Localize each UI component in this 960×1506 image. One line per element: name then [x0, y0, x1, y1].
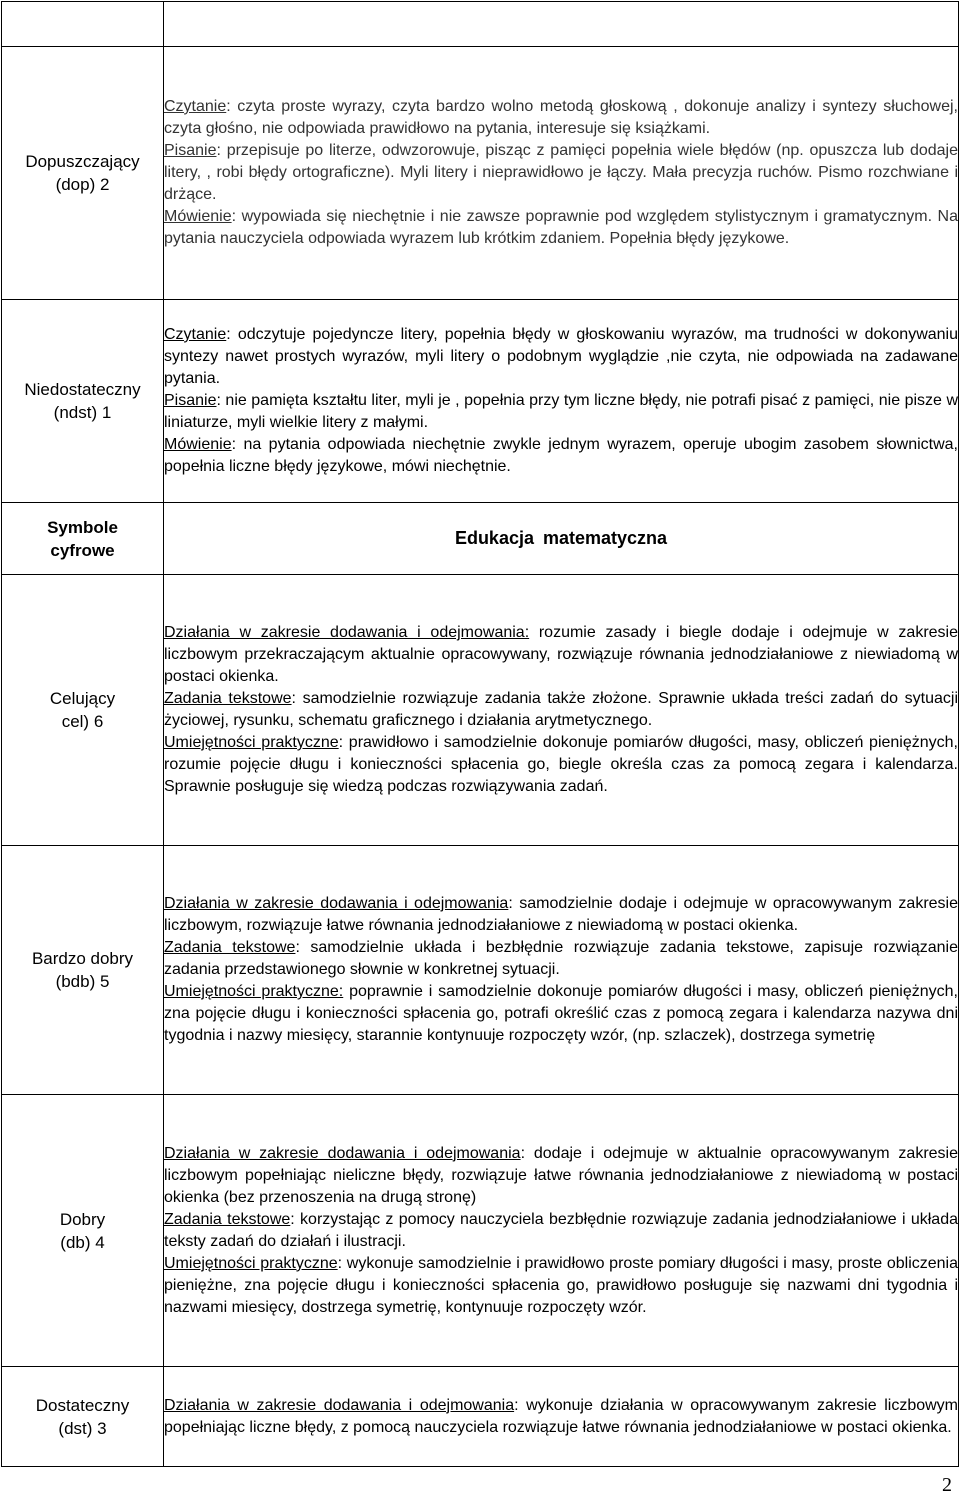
criteria-paragraph	[164, 688, 958, 732]
criteria-text: : przepisuje po literze, odwzorowuje, pisząc z pamięci popełnia wiele błędów (np. opuszcza lub dodaje litery, , robi błędy ortograficzne). Myli litery i nieprawidłowo je łączy. Mała precyzja ruchów. Pismo rozchwiane i drżące.	[164, 142, 958, 203]
criteria-text: : prawidłowo i samodzielnie dokonuje pomiarów długości, masy, obliczeń pieniężnych, rozumie pojęcie długu i konieczności spłacenia go, biegle określa czas za pomocą zegara i kalendarza. Sprawnie posługuje się wiedzą podczas rozwiązywania zadań.	[164, 734, 958, 795]
table-row	[2, 1367, 959, 1467]
criteria-paragraph	[164, 937, 958, 981]
criteria-heading: Pisanie	[164, 392, 217, 409]
grade-label-cell	[2, 300, 164, 503]
criteria-paragraph	[164, 324, 958, 390]
criteria-text: : wypowiada się niechętnie i nie zawsze poprawnie pod względem stylistycznym i gramatycznym. Na pytania nauczyciela odpowiada wyrazem lub krótkim zdaniem. Popełnia błędy językowe.	[164, 208, 958, 247]
grade-code: (dst) 3	[58, 1418, 107, 1438]
criteria-heading: Umiejętności praktyczne:	[164, 983, 344, 1000]
grade-code: (dop) 2	[55, 175, 110, 194]
criteria-paragraph	[164, 1253, 958, 1319]
criteria-text: : wykonuje działania w opracowywanym zakresie liczbowym popełniając liczne błędy, z pomocą nauczyciela rozwiązuje łatwe równania jednodziałaniowe w postaci okienka.	[164, 1396, 958, 1436]
grade-label-cell	[2, 846, 164, 1095]
criteria-heading: Mówienie	[164, 436, 232, 453]
criteria-heading: Mówienie	[164, 208, 232, 225]
grade-label-cell	[2, 47, 164, 300]
criteria-heading: Działania w zakresie dodawania i odejmowania	[164, 1396, 515, 1414]
table-row	[2, 846, 959, 1095]
grade-name: Dobry	[59, 1209, 106, 1229]
criteria-cell	[164, 300, 959, 503]
header-label: Symbole	[47, 517, 118, 537]
criteria-paragraph	[164, 622, 958, 688]
criteria-cell	[164, 846, 959, 1095]
criteria-paragraph	[164, 390, 958, 434]
grade-name: Bardzo dobry	[31, 949, 134, 968]
header-label-cell	[2, 503, 164, 575]
criteria-heading: Umiejętności praktyczne	[164, 1254, 338, 1272]
criteria-heading: Działania w zakresie dodawania i odejmowania	[164, 895, 509, 912]
grade-label-cell	[2, 575, 164, 846]
table-row	[2, 1095, 959, 1367]
grade-code: (db) 4	[60, 1232, 105, 1252]
criteria-text: : na pytania odpowiada niechętnie zwykle jednym wyrazem, operuje ubogim zasobem słownictwa, popełnia liczne błędy językowe, mówi niechętnie.	[164, 436, 958, 475]
criteria-text: poprawnie i samodzielnie dokonuje pomiarów długości i masy, obliczeń pieniężnych, zna pojęcie długu i konieczności spłacenia go, potrafi określić czas z pomocą zegara i kalendarza nazywa dni tygodnia i nazwy miesięcy, starannie kontynuuje rozpoczęty wzór, (np. szlaczek), dostrzega symetrię	[164, 983, 958, 1044]
criteria-paragraph	[164, 1395, 958, 1439]
table-header-row	[2, 503, 959, 575]
criteria-paragraph	[164, 981, 958, 1047]
criteria-cell	[164, 2, 959, 47]
grade-name: Dopuszczający	[25, 152, 140, 171]
criteria-text: : samodzielnie dodaje i odejmuje w opracowywanym zakresie liczbowym, rozwiązuje łatwe równania jednodziałaniowe z niewiadomą w postaci okienka.	[164, 895, 959, 934]
criteria-cell	[164, 1367, 959, 1467]
criteria-paragraph	[164, 732, 958, 798]
criteria-text: : dodaje i odejmuje w aktualnie opracowywanym zakresie liczbowym popełniając nieliczne błędy, rozwiązuje łatwe równania jednodziałaniowe z niewiadomą w postaci okienka (bez przenoszenia na drugą stronę)	[164, 1144, 958, 1206]
page-number: 2	[942, 1474, 952, 1496]
section-title: Edukacja matematyczna	[164, 503, 959, 575]
criteria-text: rozumie zasady i biegle dodaje i odejmuje w zakresie liczbowym przekraczającym aktualnie opracowywany, rozwiązuje równania jednodziałaniowe z niewiadomą w postaci okienka.	[164, 624, 958, 685]
criteria-paragraph	[164, 893, 958, 937]
grade-code: (ndst) 1	[53, 403, 112, 422]
criteria-cell	[164, 1095, 959, 1367]
grade-name: Celujący	[49, 689, 116, 708]
criteria-heading: Pisanie	[164, 142, 217, 159]
table-row	[2, 2, 959, 47]
criteria-text: : odczytuje pojedyncze litery, popełnia błędy w głoskowaniu wyrazów, ma trudności w dokonywaniu syntezy nawet prostych wyrazów, myli litery o podobnym wyglądzie ,nie czyta, nie odpowiada na zadawane pytania.	[164, 326, 958, 387]
criteria-heading: Zadania tekstowe	[164, 1210, 291, 1228]
criteria-text: : nie pamięta kształtu liter, myli je , popełnia przy tym liczne błędy, nie potrafi pisać z pamięci, nie pisze w liniaturze, myli wielkie litery z małymi.	[164, 392, 958, 431]
grade-name: Niedostateczny	[24, 380, 141, 399]
grade-label-cell	[2, 2, 164, 47]
criteria-text: : czyta proste wyrazy, czyta bardzo wolno metodą głoskową , dokonuje analizy i syntezy słuchowej, czyta głośno, nie odpowiada prawidłowo na pytania, interesuje się książkami.	[164, 98, 958, 137]
table-row	[2, 575, 959, 846]
criteria-heading: Działania w zakresie dodawania i odejmowania	[164, 1144, 521, 1162]
grade-code: (bdb) 5	[55, 972, 110, 991]
criteria-paragraph	[164, 140, 958, 206]
grade-label-cell	[2, 1095, 164, 1367]
criteria-cell	[164, 47, 959, 300]
criteria-text: : wykonuje samodzielnie i prawidłowo proste pomiary długości i masy, proste obliczenia pieniężne, zna pojęcie długu i konieczności spłacenia go, prawidłowo posługuje się nazwami dni tygodnia i nazwami miesięcy, dostrzega symetrię, kontynuuje rozpoczęty wzór.	[164, 1254, 958, 1316]
grade-label-cell	[2, 1367, 164, 1467]
criteria-cell	[164, 575, 959, 846]
criteria-paragraph	[164, 96, 958, 140]
criteria-heading: Czytanie	[164, 98, 227, 115]
criteria-heading: Działania w zakresie dodawania i odejmowania:	[164, 624, 530, 641]
criteria-heading: Czytanie	[164, 326, 227, 343]
grading-table	[1, 1, 959, 1467]
criteria-heading: Zadania tekstowe	[164, 690, 292, 707]
criteria-paragraph	[164, 1209, 958, 1253]
criteria-text: : samodzielnie układa i bezbłędnie rozwiązuje zadania tekstowe, zapisuje rozwiązanie zadania przedstawionego słownie w konkretnej sytuacji.	[164, 939, 959, 978]
criteria-paragraph	[164, 1143, 958, 1209]
grade-name: Dostateczny	[35, 1395, 130, 1415]
criteria-text: : samodzielnie rozwiązuje zadania także złożone. Sprawnie układa treści zadań do sytuacji życiowej, rysunku, schematu graficznego i działania arytmetycznego.	[164, 690, 959, 729]
criteria-text: : korzystając z pomocy nauczyciela bezbłędnie rozwiązuje zadania jednodziałaniowe i układa teksty zadań do działań i ilustracji.	[164, 1210, 958, 1250]
criteria-paragraph	[164, 434, 958, 478]
criteria-heading: Umiejętności praktyczne	[164, 734, 339, 751]
grade-code: cel) 6	[61, 712, 104, 731]
table-row	[2, 300, 959, 503]
criteria-heading: Zadania tekstowe	[164, 939, 296, 956]
table-row	[2, 47, 959, 300]
header-label: cyfrowe	[50, 540, 115, 560]
criteria-paragraph	[164, 206, 958, 250]
